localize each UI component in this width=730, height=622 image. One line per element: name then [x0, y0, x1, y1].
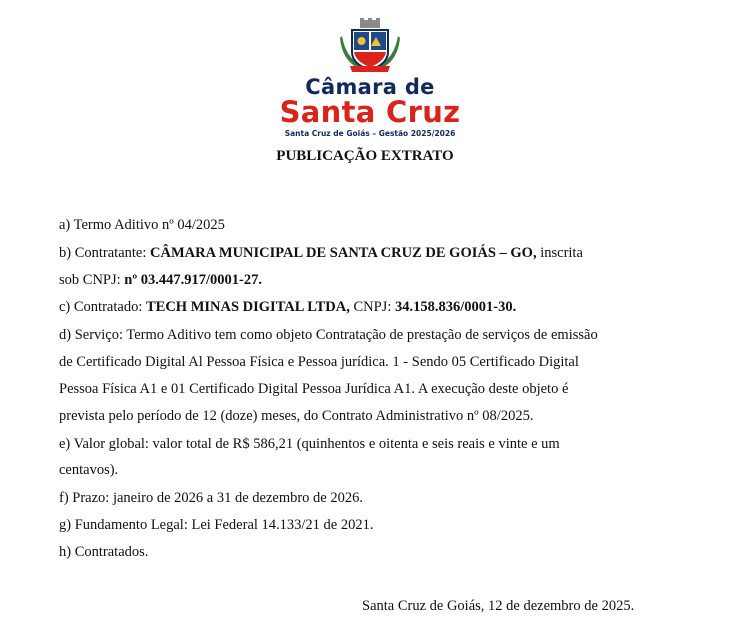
contracted-name: TECH MINAS DIGITAL LTDA,: [145, 299, 350, 315]
contractor-name: CÂMARA MUNICIPAL DE SANTA CRUZ DE GOIÁS – GO,: [150, 245, 537, 261]
contractor-cnpj: nº 03.447.917/0001-27.: [124, 272, 262, 288]
signature-line: Santa Cruz de Goiás, 12 de dezembro de 2025.: [362, 598, 635, 614]
brand-line-1: Câmara de: [305, 75, 435, 99]
clause-h: h) Contratados.: [59, 544, 149, 560]
clause-b-suffix: inscrita: [536, 245, 583, 261]
clause-f: f) Prazo: janeiro de 2026 a 31 de dezembro de 2026.: [59, 490, 363, 506]
clause-b2-prefix: sob CNPJ:: [59, 272, 125, 288]
clause-a: a) Termo Aditivo nº 04/2025: [59, 217, 225, 233]
clause-e-line-2: centavos).: [59, 462, 119, 478]
clause-c: [59, 299, 516, 316]
clause-c-prefix: c) Contratado:: [59, 299, 146, 315]
camara-logo: [270, 18, 470, 138]
clause-b: [59, 245, 583, 262]
clause-d-line-2: de Certificado Digital Al Pessoa Física e Pessoa jurídica. 1 - Sendo 05 Certificado Digital: [59, 354, 579, 370]
brand-line-2: Santa Cruz: [279, 95, 461, 129]
brand-subtitle: Santa Cruz de Goiás – Gestão 2025/2026: [284, 129, 456, 138]
contracted-cnpj: 34.158.836/0001-30.: [394, 299, 517, 315]
clause-b-prefix: b) Contratante:: [59, 245, 151, 261]
coat-of-arms-icon: [338, 18, 402, 74]
clause-d-line-1: d) Serviço: Termo Aditivo tem como objeto Contratação de prestação de serviços de emissão: [59, 327, 598, 343]
clause-g: g) Fundamento Legal: Lei Federal 14.133/21 de 2021.: [59, 517, 374, 533]
clause-d-line-4: prevista pelo período de 12 (doze) meses, do Contrato Administrativo nº 08/2025.: [59, 408, 534, 424]
clause-d-line-3: Pessoa Física A1 e 01 Certificado Digital Pessoa Jurídica A1. A execução deste objeto é: [59, 381, 569, 397]
clause-c-mid: CNPJ:: [349, 299, 395, 315]
page-title: PUBLICAÇÃO EXTRATO: [276, 148, 454, 164]
clause-e-line-1: e) Valor global: valor total de R$ 586,21 (quinhentos e oitenta e seis reais e vinte e um: [59, 436, 560, 452]
clause-b-cnpj: [59, 272, 262, 289]
